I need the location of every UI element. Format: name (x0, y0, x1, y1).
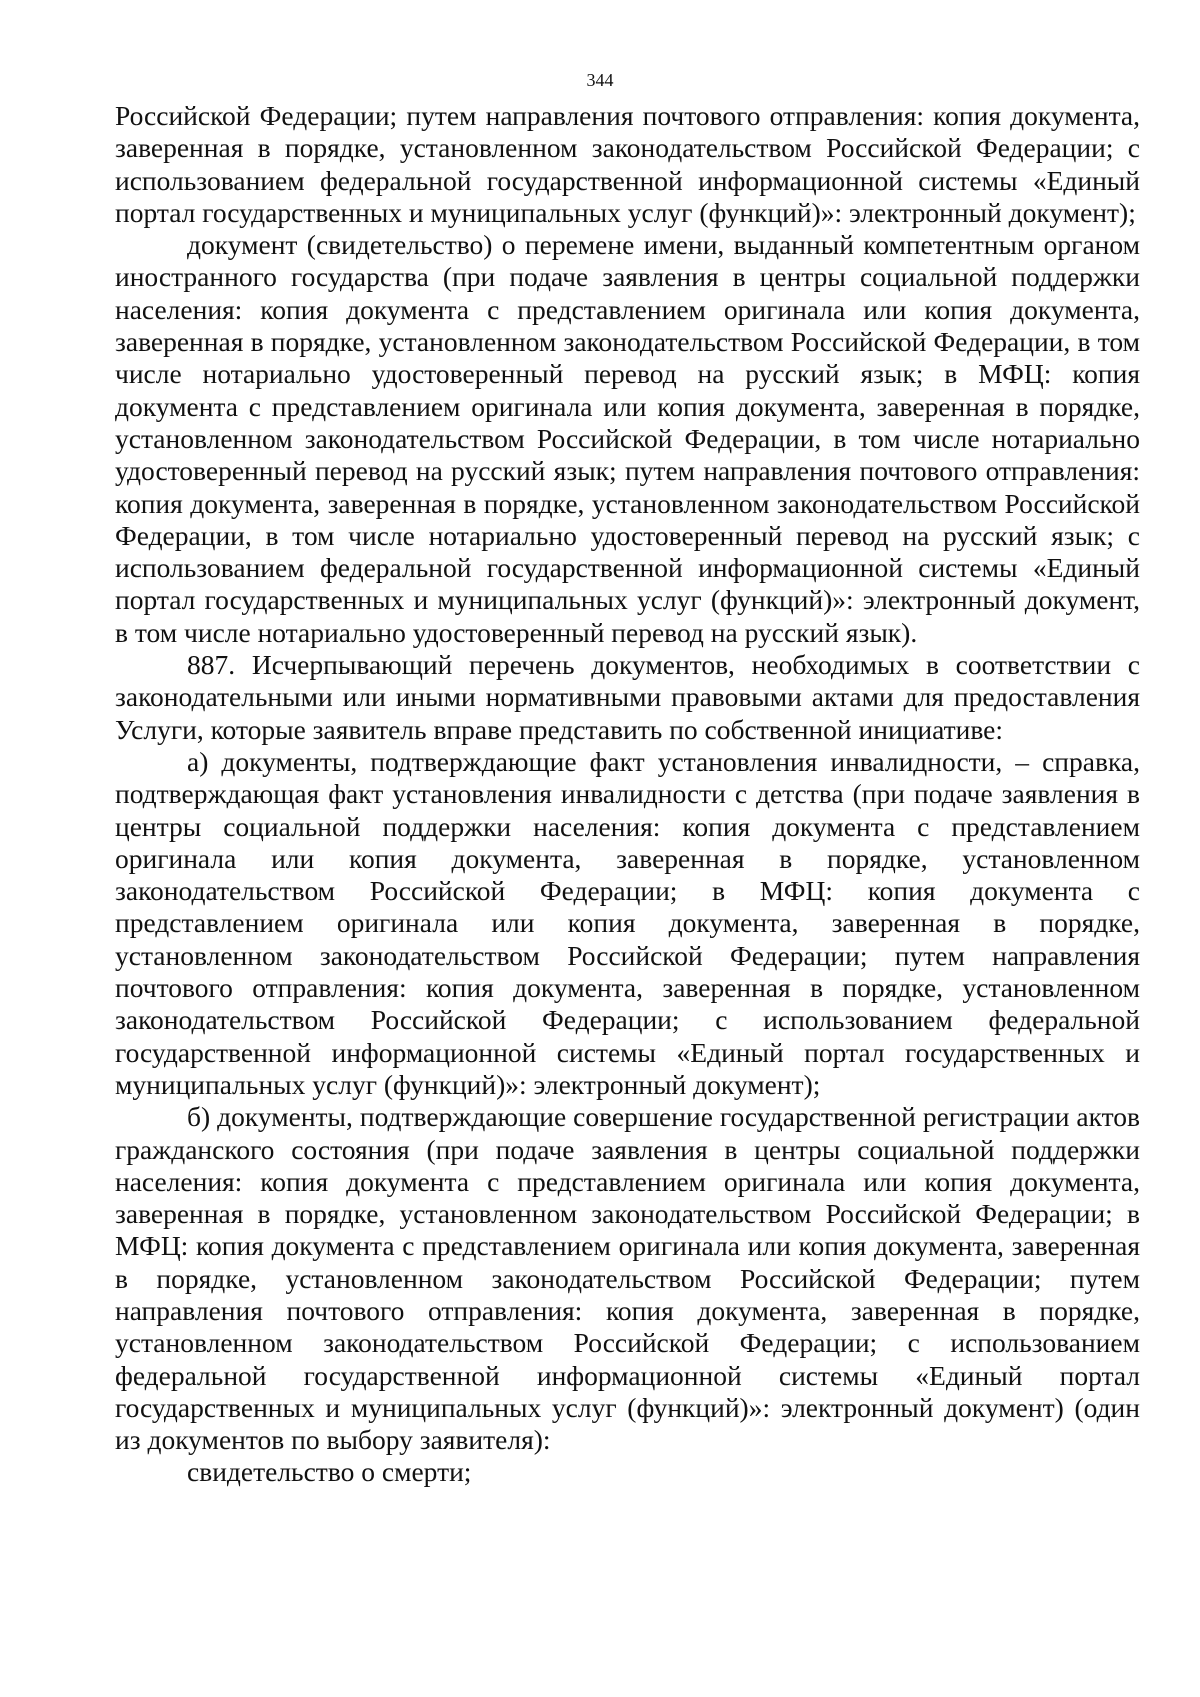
paragraph-continuation: Российской Федерации; путем направления почтового отправления: копия документа, заверенная в порядке, установленном законодательством Российской Федерации; с использованием федеральной государственной информационной системы «Единый портал государственных и муниципальных услуг (функций)»: электронный документ); (115, 100, 1140, 228)
paragraph-name-change-document: документ (свидетельство) о перемене имени, выданный компетентным органом иностранного государства (при подаче заявления в центры социальной поддержки населения: копия документа с представлением оригинала или копия документа, заверенная в порядке, установленном законодательством Российской Федерации, в том числе нотариально удостоверенный перевод на русский язык; в МФЦ: копия документа с представлением оригинала или копия документа, заверенная в порядке, установленном законодательством Российской Федерации, в том числе нотариально удостоверенный перевод на русский язык; путем направления почтового отправления: копия документа, заверенная в порядке, установленном законодательством Российской Федерации, в том числе нотариально удостоверенный перевод на русский язык; с использованием федеральной государственной информационной системы «Единый портал государственных и муниципальных услуг (функций)»: электронный документ, в том числе нотариально удостоверенный перевод на русский язык). (115, 229, 1140, 648)
paragraph-item-b: б) документы, подтверждающие совершение государственной регистрации актов гражданского состояния (при подаче заявления в центры социальной поддержки населения: копия документа с представлением оригинала или копия документа, заверенная в порядке, установленном законодательством Российской Федерации; в МФЦ: копия документа с представлением оригинала или копия документа, заверенная в порядке, установленном законодательством Российской Федерации; путем направления почтового отправления: копия документа, заверенная в порядке, установленном законодательством Российской Федерации; с использованием федеральной государственной информационной системы «Единый портал государственных и муниципальных услуг (функций)»: электронный документ) (один из документов по выбору заявителя): (115, 1101, 1140, 1456)
document-body (115, 100, 1140, 1489)
page-number: 344 (586, 70, 614, 90)
paragraph-death-certificate: свидетельство о смерти; (187, 1456, 472, 1488)
paragraph-item-a: а) документы, подтверждающие факт установления инвалидности, – справка, подтверждающая факт установления инвалидности с детства (при подаче заявления в центры социальной поддержки населения: копия документа с представлением оригинала или копия документа, заверенная в порядке, установленном законодательством Российской Федерации; в МФЦ: копия документа с представлением оригинала или копия документа, заверенная в порядке, установленном законодательством Российской Федерации; путем направления почтового отправления: копия документа, заверенная в порядке, установленном законодательством Российской Федерации; с использованием федеральной государственной информационной системы «Единый портал государственных и муниципальных услуг (функций)»: электронный документ); (115, 745, 1140, 1100)
paragraph-887-list-intro: 887. Исчерпывающий перечень документов, необходимых в соответствии с законодательными или иными нормативными правовыми актами для предоставления Услуги, которые заявитель вправе представить по собственной инициативе: (115, 649, 1140, 745)
